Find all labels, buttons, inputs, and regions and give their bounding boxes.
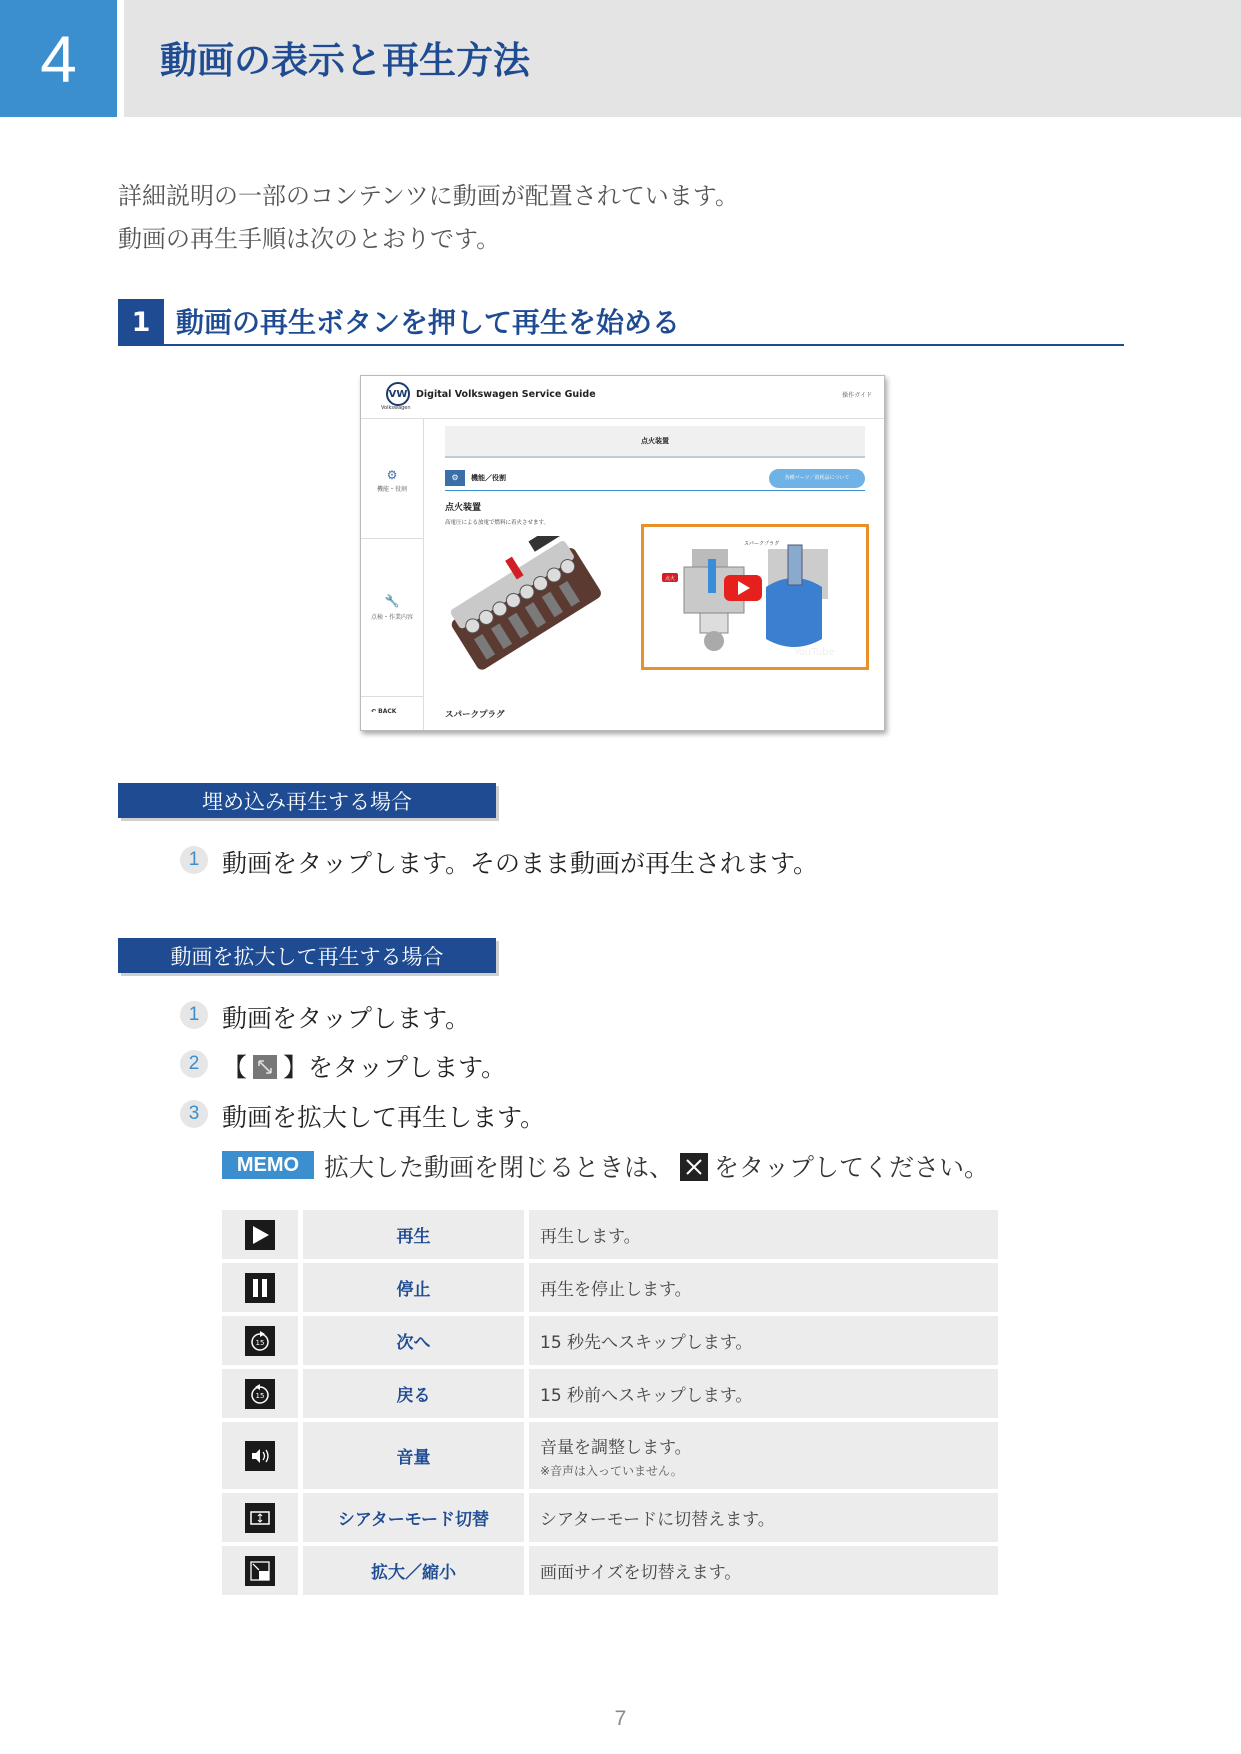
memo-text-after: をタップしてください。 [714,1153,990,1182]
vw-logo-icon: VW [386,382,410,406]
video-thumbnail [644,527,866,667]
embedded-playback-label: 埋め込み再生する場合 [118,783,496,818]
svg-text:15: 15 [255,1391,265,1400]
control-note: ※音声は入っていません。 [540,1463,683,1478]
intro-line-2: 動画の再生手順は次のとおりです。 [118,225,501,253]
step-underline [118,344,1124,346]
video-badge: 点火 [664,576,676,582]
page-title: 動画の表示と再生方法 [160,39,530,82]
control-description: 再生を停止します。 [529,1263,998,1312]
theater-mode-icon [222,1493,298,1542]
play-icon [222,1210,298,1259]
enlarged-playback-label: 動画を拡大して再生する場合 [118,938,496,973]
control-description: 画面サイズを切替えます。 [529,1546,998,1595]
app-screenshot [360,375,885,731]
svg-text:15: 15 [255,1338,265,1347]
engine-image [445,536,603,681]
bracket-close: 】 [283,1053,309,1082]
control-description: シアターモードに切替えます。 [529,1493,998,1542]
step-title: 動画の再生ボタンを押して再生を始める [176,306,681,339]
function-icon: ⚙ [386,468,398,482]
step-number: 1 [118,299,164,345]
rewind-15-icon [222,1369,298,1418]
part-description: 高電圧による放電で燃料に着火させます。 [445,520,550,526]
chapter-number: 4 [0,0,117,117]
control-name: 停止 [303,1263,524,1312]
control-name: 再生 [303,1210,524,1259]
video-player[interactable] [641,524,869,670]
control-name: シアターモード切替 [303,1493,524,1542]
enlarged-step-1-number: 1 [180,1001,208,1029]
table-row [222,1263,998,1312]
forward-15-icon [222,1316,298,1365]
guide-link[interactable]: 操作ガイド [842,392,872,399]
brand-name: Volkswagen [381,405,411,411]
section-header: 点火装置 [445,426,865,458]
control-description: 15 秒前へスキップします。 [529,1369,998,1418]
sidebar-item-function[interactable]: 機能・役割 [376,486,407,493]
table-row [222,1493,998,1542]
table-row [222,1210,998,1259]
back-label: BACK [378,708,397,715]
sidebar-item-inspection[interactable]: 点検・作業内容 [370,614,413,621]
control-description: 再生します。 [529,1210,998,1259]
app-title: Digital Volkswagen Service Guide [416,389,596,400]
part-title: 点火装置 [445,503,482,513]
memo-badge: MEMO [222,1151,314,1179]
control-name: 次へ [303,1316,524,1365]
resize-icon [222,1546,298,1595]
table-row [222,1316,998,1365]
youtube-watermark: YouTube [794,647,835,658]
function-row [445,468,865,491]
table-row [222,1422,998,1489]
control-description: 15 秒先へスキップします。 [529,1316,998,1365]
bottom-title: スパークプラグ [445,710,505,720]
enlarged-step-3-number: 3 [180,1100,208,1128]
parts-button[interactable]: 各種パーツ／消耗品について [769,469,865,488]
table-row [222,1546,998,1595]
app-sidebar [361,418,424,730]
table-row [222,1369,998,1418]
enlarged-step-3-text: 動画を拡大して再生します。 [222,1103,546,1132]
close-icon [680,1153,708,1181]
control-name: 拡大／縮小 [303,1546,524,1595]
volume-icon [222,1422,298,1489]
page-number: 7 [614,1707,627,1730]
wrench-icon: 🔧 [384,594,400,608]
back-button[interactable]: ↶ BACK [371,708,397,715]
control-name: 音量 [303,1422,524,1489]
control-description: 音量を調整します。 ※音声は入っていません。 [529,1422,998,1489]
expand-icon [253,1055,277,1079]
bracket-open: 【 [222,1053,248,1082]
enlarged-step-1-text: 動画をタップします。 [222,1004,471,1033]
embedded-step-1-text: 動画をタップします。そのまま動画が再生されます。 [222,849,819,878]
intro-text [118,175,739,261]
function-label: 機能／役割 [471,474,506,482]
app-topbar [361,376,884,419]
video-label: スパークプラグ [744,541,780,547]
intro-line-1: 詳細説明の一部のコンテンツに動画が配置されています。 [118,182,739,210]
pause-icon [222,1263,298,1312]
embedded-step-1-number: 1 [180,846,208,874]
control-name: 戻る [303,1369,524,1418]
function-row-icon: ⚙ [445,470,465,486]
enlarged-step-2-number: 2 [180,1050,208,1078]
memo-text [324,1148,989,1184]
memo-text-before: 拡大した動画を閉じるときは、 [324,1153,675,1182]
enlarged-step-2-text [222,1048,506,1084]
step-2-instruction: をタップします。 [308,1053,507,1082]
